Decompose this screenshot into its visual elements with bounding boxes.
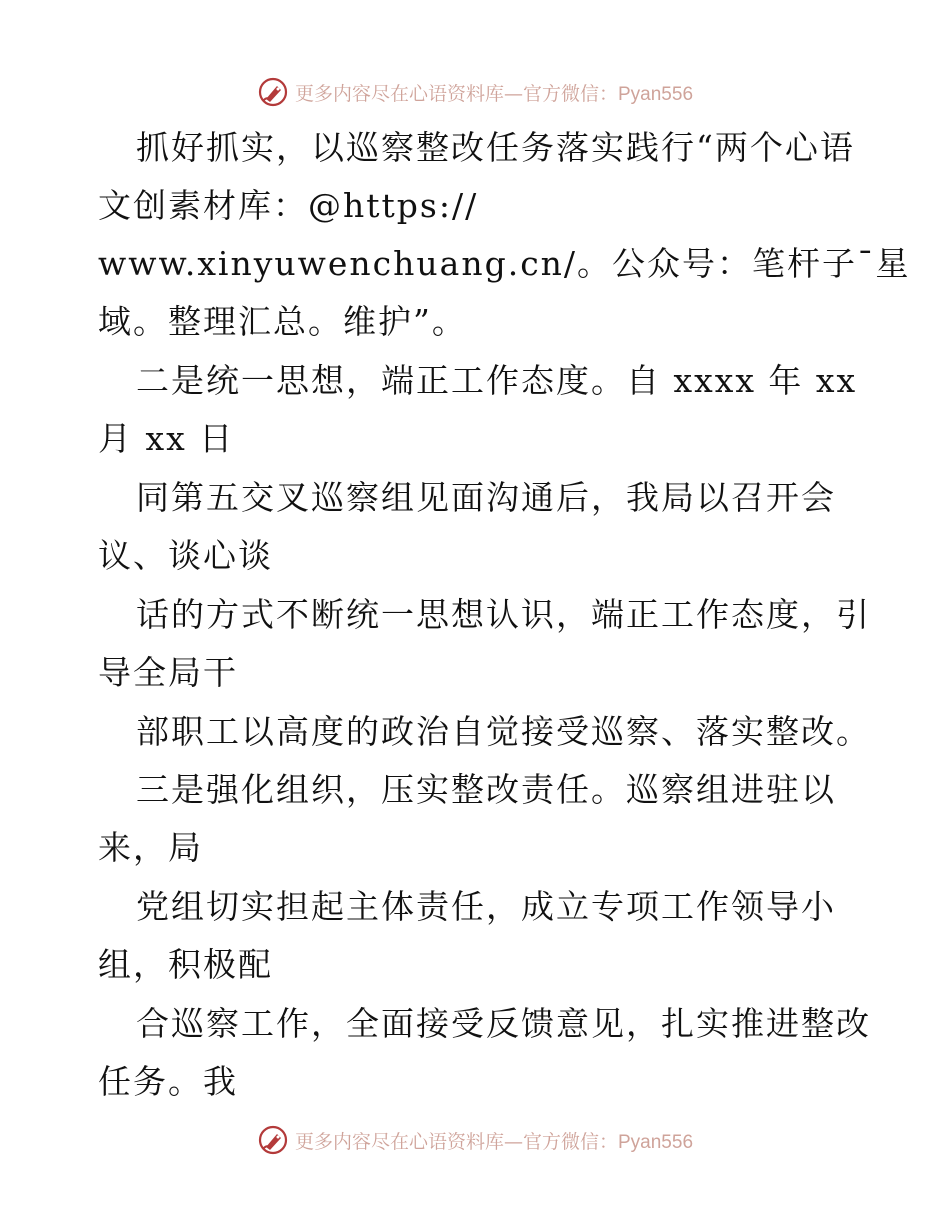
body-line: 抓好抓实，以巡察整改任务落实践行“两个心语	[136, 128, 855, 167]
footer-watermark	[0, 1120, 950, 1160]
body-line: 话的方式不断统一思想认识，端正工作态度，引	[136, 595, 871, 634]
body-line: 任务。我	[98, 1062, 238, 1101]
pen-nib-logo-icon	[257, 76, 289, 108]
body-line: 文创素材库：@https://	[98, 186, 479, 225]
body-line: www.xinyuwenchuang.cn/。公众号：笔杆子¯星	[98, 244, 911, 283]
body-line: 合巡察工作，全面接受反馈意见，扎实推进整改	[136, 1004, 871, 1043]
watermark-text	[295, 1127, 693, 1154]
watermark-label: 更多内容尽在心语资料库—官方微信：	[294, 1130, 618, 1153]
body-line: 议、谈心谈	[98, 536, 273, 575]
watermark-handle: Pyan556	[618, 83, 694, 105]
body-line: 月 xx 日	[98, 419, 235, 458]
body-line: 同第五交叉巡察组见面沟通后，我局以召开会	[136, 478, 836, 517]
pen-nib-logo-icon	[257, 1124, 289, 1156]
watermark-label: 更多内容尽在心语资料库—官方微信：	[294, 82, 618, 105]
body-line: 三是强化组织，压实整改责任。巡察组进驻以	[136, 770, 836, 809]
body-line: 党组切实担起主体责任，成立专项工作领导小	[136, 887, 836, 926]
watermark-handle: Pyan556	[618, 1131, 694, 1153]
body-line: 组，积极配	[98, 945, 273, 984]
body-line: 来，局	[98, 828, 203, 867]
body-line: 二是统一思想，端正工作态度。自 xxxx 年 xx	[136, 361, 858, 400]
watermark-text	[295, 79, 693, 106]
body-line: 域。整理汇总。维护”。	[98, 302, 467, 341]
header-watermark	[0, 72, 950, 112]
body-line: 部职工以高度的政治自觉接受巡察、落实整改。	[136, 712, 871, 751]
body-line: 导全局干	[98, 653, 238, 692]
